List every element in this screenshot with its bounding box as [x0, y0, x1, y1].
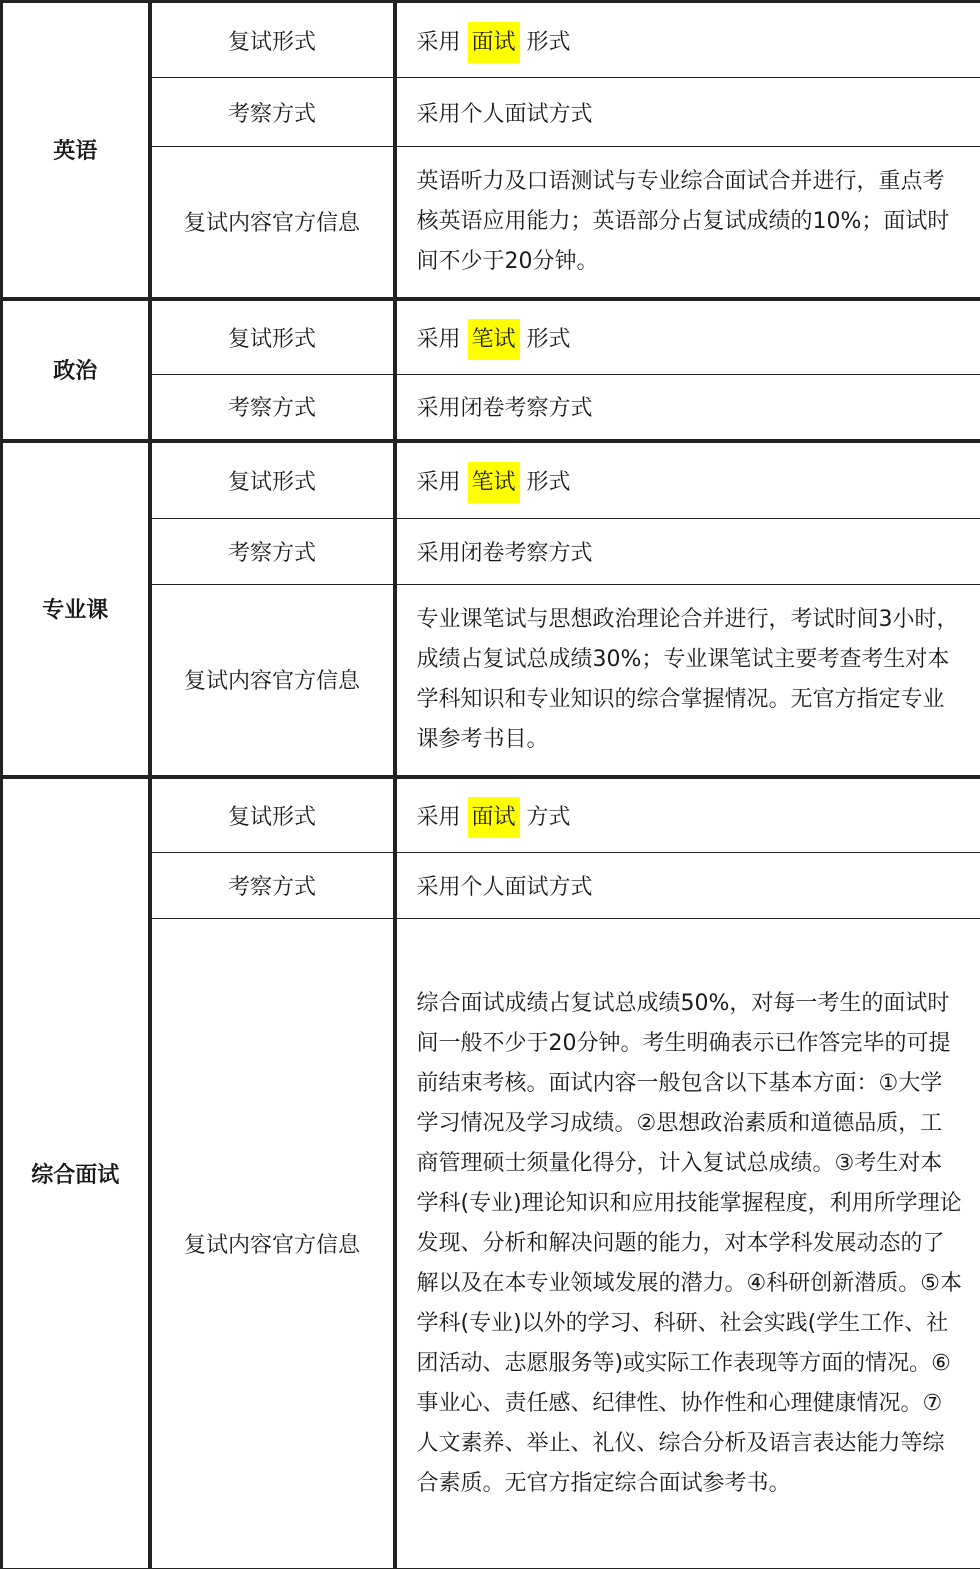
subject-cell: 英语 — [2, 2, 150, 299]
row-label: 考察方式 — [150, 853, 395, 919]
row-label: 复试形式 — [150, 2, 395, 78]
content-cell — [395, 441, 980, 519]
subject-cell: 专业课 — [2, 441, 150, 777]
content-suffix: 形式 — [527, 470, 571, 495]
content-cell: 采用闭卷考察方式 — [395, 375, 980, 441]
content-cell: 采用个人面试方式 — [395, 853, 980, 919]
row-label: 复试内容官方信息 — [150, 585, 395, 777]
content-cell — [395, 2, 980, 78]
table-row — [2, 777, 980, 853]
subject-cell: 政治 — [2, 299, 150, 441]
row-label: 复试形式 — [150, 777, 395, 853]
content-cell: 综合面试成绩占复试总成绩50%，对每一考生的面试时间一般不少于20分钟。考生明确表示已作答完毕的可提前结束考核。面试内容一般包含以下基本方面：①大学学习情况及学习成绩。②思想政治素质和道德品质，工商管理硕士须量化得分，计入复试总成绩。③考生对本学科(专业)理论知识和应用技能掌握程度，利用所学理论发现、分析和解决问题的能力，对本学科发展动态的了解以及在本专业领域发展的潜力。④科研创新潜质。⑤本学科(专业)以外的学习、科研、社会实践(学生工作、社团活动、志愿服务等)或实际工作表现等方面的情况。⑥事业心、责任感、纪律性、协作性和心理健康情况。⑦人文素养、举止、礼仪、综合分析及语言表达能力等综合素质。无官方指定综合面试参考书。 — [395, 919, 980, 1569]
content-suffix: 形式 — [527, 30, 571, 55]
content-prefix: 采用 — [417, 327, 461, 352]
content-suffix: 方式 — [527, 805, 571, 830]
highlight-mark: 笔试 — [468, 319, 520, 360]
row-label: 考察方式 — [150, 519, 395, 585]
highlight-mark: 面试 — [468, 797, 520, 838]
highlight-mark: 笔试 — [468, 462, 520, 503]
row-label: 复试形式 — [150, 441, 395, 519]
row-label: 复试内容官方信息 — [150, 147, 395, 299]
subject-cell: 综合面试 — [2, 777, 150, 1569]
highlight-mark: 面试 — [468, 22, 520, 63]
content-cell: 专业课笔试与思想政治理论合并进行，考试时间3小时，成绩占复试总成绩30%；专业课笔试主要考查考生对本学科知识和专业知识的综合掌握情况。无官方指定专业课参考书目。 — [395, 585, 980, 777]
row-label: 复试内容官方信息 — [150, 919, 395, 1569]
content-cell — [395, 299, 980, 375]
row-label: 考察方式 — [150, 78, 395, 147]
content-cell — [395, 777, 980, 853]
content-cell: 英语听力及口语测试与专业综合面试合并进行，重点考核英语应用能力；英语部分占复试成绩的10%；面试时间不少于20分钟。 — [395, 147, 980, 299]
table-row — [2, 441, 980, 519]
content-cell: 采用闭卷考察方式 — [395, 519, 980, 585]
row-label: 考察方式 — [150, 375, 395, 441]
content-prefix: 采用 — [417, 805, 461, 830]
content-prefix: 采用 — [417, 30, 461, 55]
content-cell: 采用个人面试方式 — [395, 78, 980, 147]
row-label: 复试形式 — [150, 299, 395, 375]
content-prefix: 采用 — [417, 470, 461, 495]
content-suffix: 形式 — [527, 327, 571, 352]
table-row — [2, 299, 980, 375]
table-row — [2, 2, 980, 78]
